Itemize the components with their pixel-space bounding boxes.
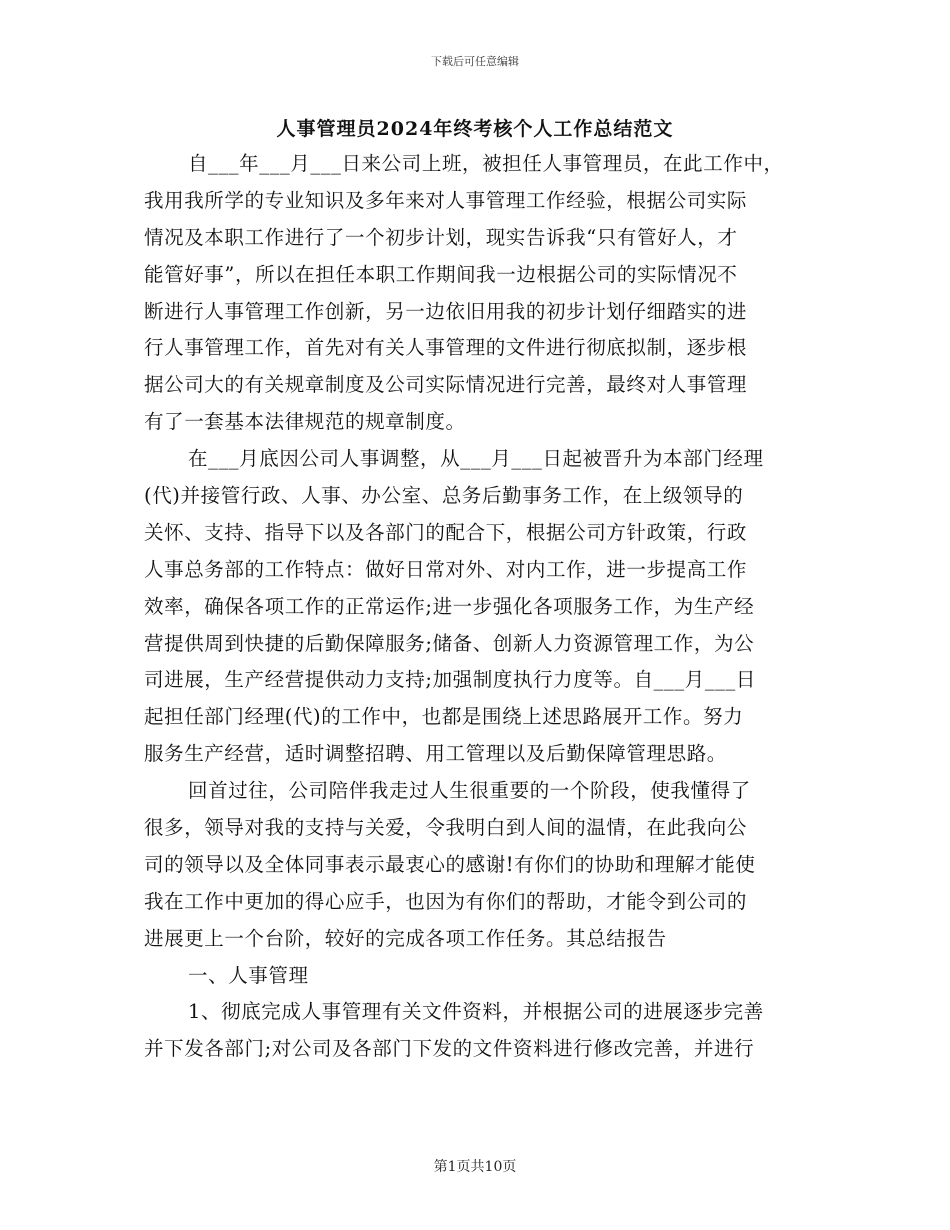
body-line: 司进展，生产经营提供动力支持;加强制度执行力度等。自___月___日 (144, 668, 756, 692)
body-line: 司的领导以及全体同事表示最衷心的感谢!有你们的协助和理解才能使 (144, 852, 756, 876)
body-line: 有了一套基本法律规范的规章制度。 (144, 410, 466, 434)
page-header: 下载后可任意编辑 (431, 55, 519, 68)
body-line: 能管好事”，所以在担任本职工作期间我一边根据公司的实际情况不 (144, 262, 738, 286)
body-line: 情况及本职工作进行了一个初步计划，现实告诉我“只有管好人，才 (144, 225, 738, 249)
body-line: 起担任部门经理(代)的工作中，也都是围绕上述思路展开工作。努力 (144, 705, 744, 729)
body-line: 据公司大的有关规章制度及公司实际情况进行完善，最终对人事管理 (144, 373, 748, 397)
body-line: 在___月底因公司人事调整，从___月___日起被晋升为本部门经理 (188, 447, 764, 471)
body-line: 1、彻底完成人事管理有关文件资料，并根据公司的进展逐步完善 (188, 1000, 764, 1024)
body-line: 进展更上一个台阶，较好的完成各项工作任务。其总结报告 (144, 926, 667, 950)
body-line: 很多，领导对我的支持与关爱，令我明白到人间的温情，在此我向公 (144, 816, 748, 840)
body-line: 断进行人事管理工作创新，另一边依旧用我的初步计划仔细踏实的进 (144, 299, 748, 323)
body-line: 并下发各部门;对公司及各部门下发的文件资料进行修改完善，并进行 (144, 1037, 755, 1061)
body-line: 关怀、支持、指导下以及各部门的配合下，根据公司方针政策，行政 (144, 520, 748, 544)
body-line: (代)并接管行政、人事、办公室、总务后勤事务工作，在上级领导的 (144, 484, 744, 508)
body-line: 服务生产经营，适时调整招聘、用工管理以及后勤保障管理思路。 (144, 742, 727, 766)
page-footer: 第1页共10页 (433, 1159, 517, 1175)
section-heading: 一、人事管理 (188, 963, 309, 987)
body-line: 回首过往，公司陪伴我走过人生很重要的一个阶段，使我懂得了 (188, 779, 751, 803)
body-line: 我用我所学的专业知识及多年来对人事管理工作经验，根据公司实际 (144, 188, 748, 212)
body-line: 行人事管理工作，首先对有关人事管理的文件进行彻底拟制，逐步根 (144, 336, 748, 360)
body-line: 营提供周到快捷的后勤保障服务;储备、创新人力资源管理工作，为公 (144, 631, 755, 655)
document-body (144, 146, 824, 1068)
body-line: 我在工作中更加的得心应手，也因为有你们的帮助，才能令到公司的 (144, 889, 748, 913)
body-line: 自___年___月___日来公司上班，被担任人事管理员，在此工作中， (188, 152, 784, 175)
document-title: 人事管理员2024年终考核个人工作总结范文 (276, 118, 674, 140)
body-line: 效率，确保各项工作的正常运作;进一步强化各项服务工作，为生产经 (144, 594, 755, 618)
body-line: 人事总务部的工作特点：做好日常对外、对内工作，进一步提高工作 (144, 557, 748, 581)
